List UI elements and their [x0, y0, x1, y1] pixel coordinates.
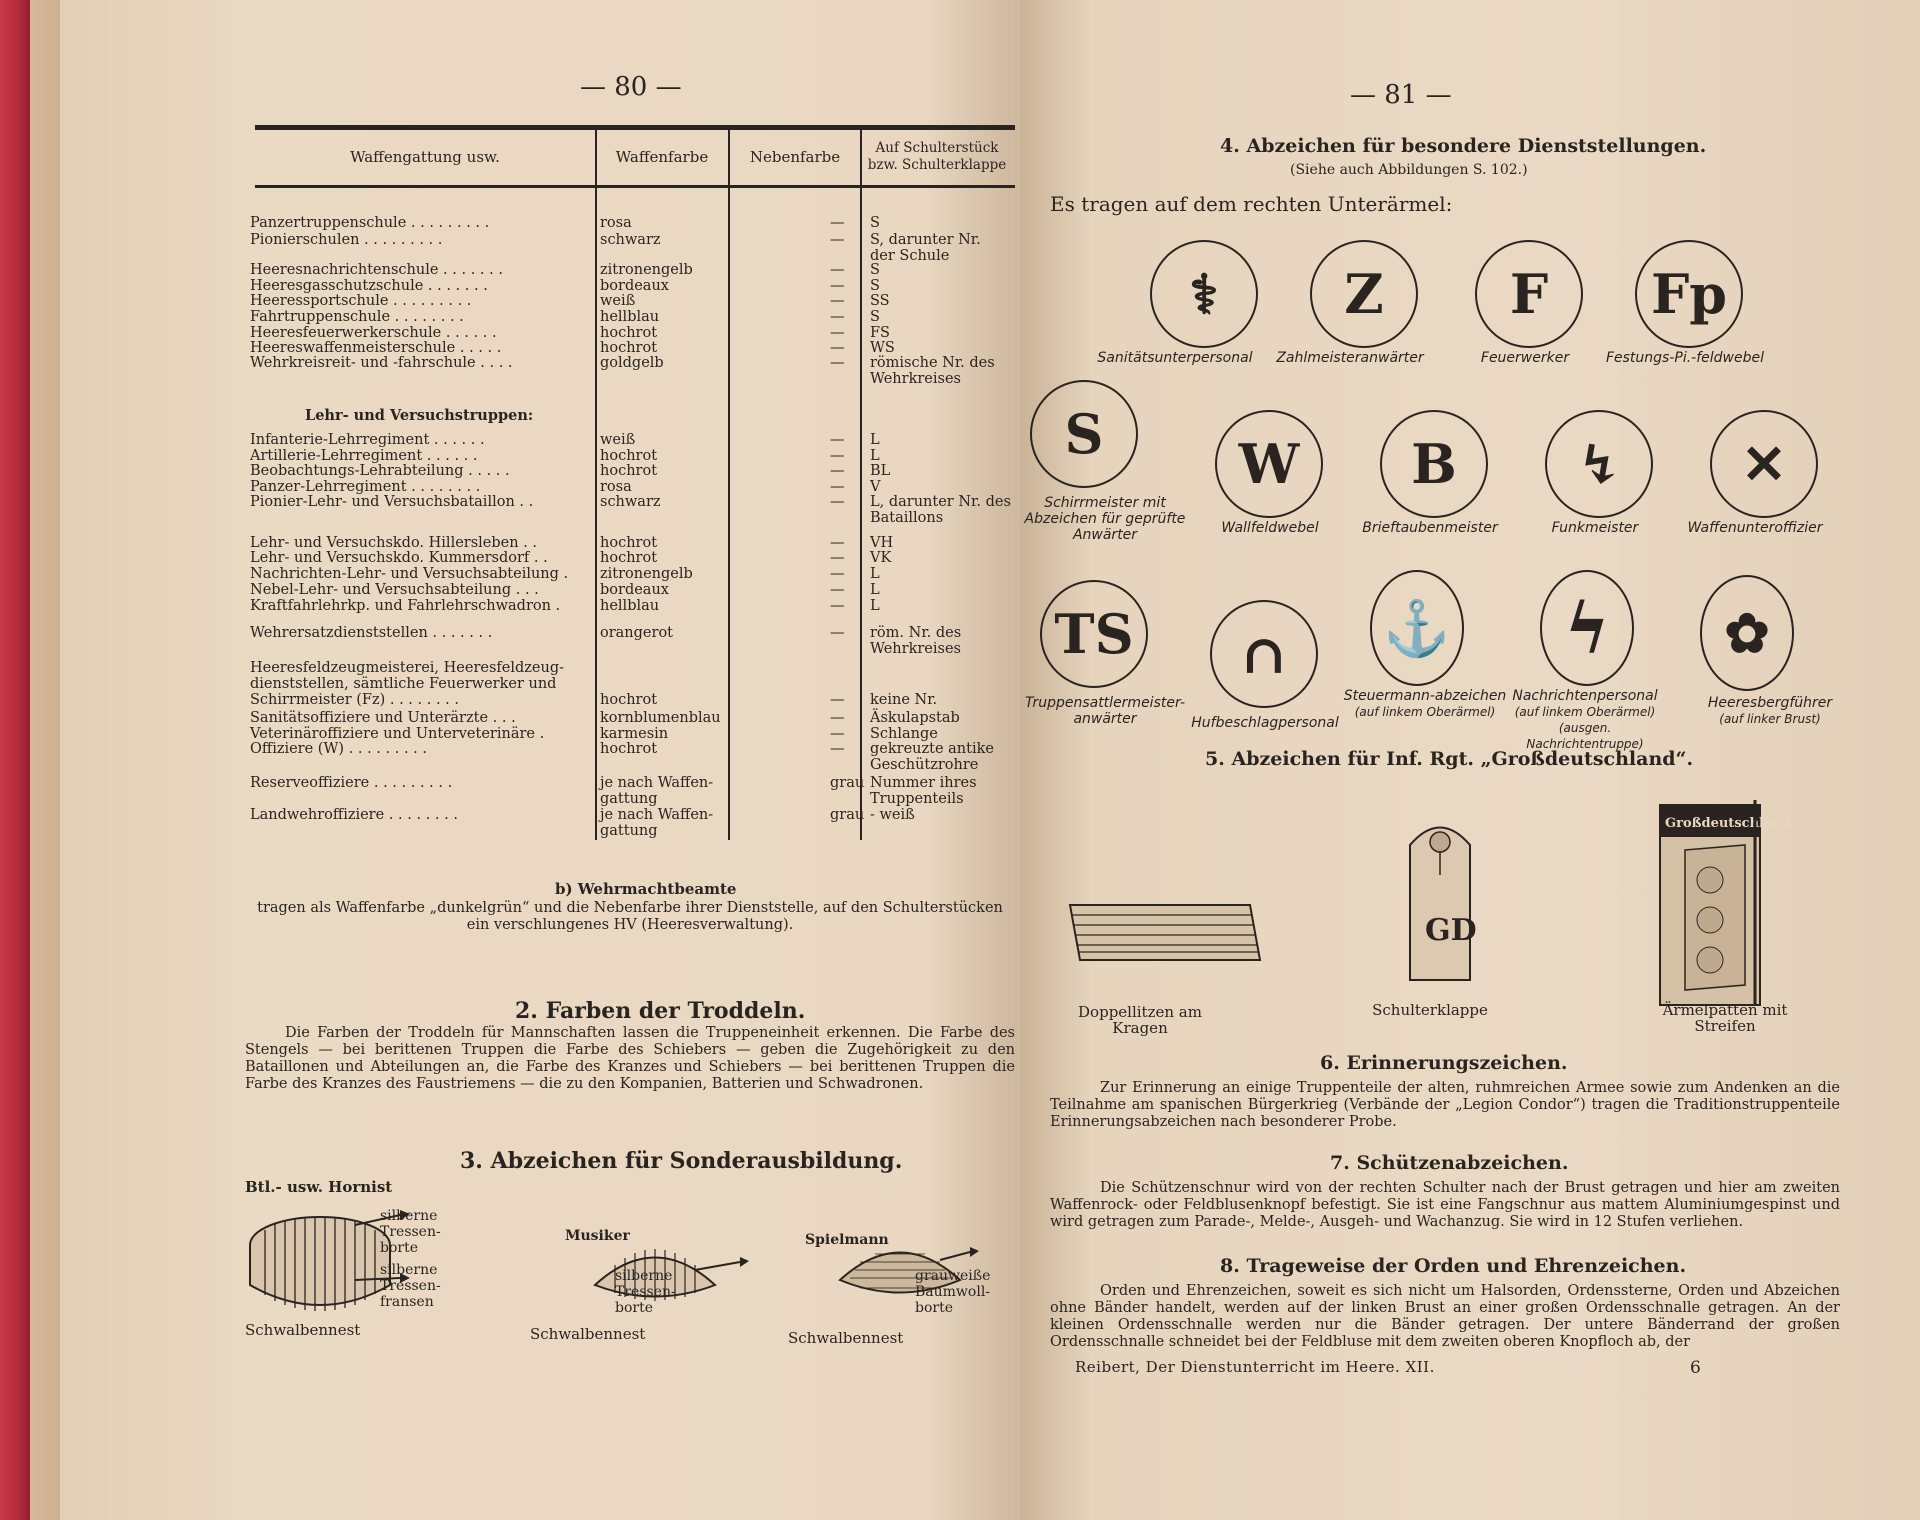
table-cell-marking: S, darunter Nr.	[870, 232, 981, 248]
table-cell-unit: Panzer-Lehrregiment . . . . . . . .	[250, 479, 481, 495]
right-page	[1020, 0, 1920, 1520]
table-cell-unit: Panzertruppenschule . . . . . . . . .	[250, 215, 490, 231]
table-cell-unit: Pionierschulen . . . . . . . . .	[250, 232, 443, 248]
musiker-label: Musiker	[565, 1228, 630, 1244]
table-cell-secondary: —	[830, 309, 845, 325]
table-cell-unit: Artillerie-Lehrregiment . . . . . .	[250, 448, 478, 464]
table-cell-marking: L	[870, 448, 880, 464]
table-cell-secondary: —	[830, 582, 845, 598]
table-cell-color: goldgelb	[600, 355, 664, 371]
table-cell-color: orangerot	[600, 625, 673, 641]
troddeln-text: Die Farben der Troddeln für Mannschaften lassen die Truppeneinheit erkennen. Die Farbe des Stengels — bei berittenen Truppen die Farbe des Schiebers — geben die Zugehörigkeit zu den Bataillonen und Abteilungen an, die Farbe des Kranzes und Schiebers — bei berittenen Truppen die Farbe des Kranzes des Faustriemens — die zu den Kompanien, Batterien und Schwadronen.	[245, 1025, 1015, 1092]
badge-caption-note: (auf linkem Oberärmel) (ausgen. Nachrichtentruppe)	[1514, 705, 1656, 751]
table-cell-secondary: —	[830, 710, 845, 726]
table-cell-color: hellblau	[600, 598, 660, 614]
badge-symbol: W	[1238, 432, 1300, 496]
section-title: 5. Abzeichen für Inf. Rgt. „Großdeutschland“.	[1205, 748, 1694, 770]
badge-symbol: ✿	[1724, 601, 1770, 665]
badge-symbol: TS	[1054, 602, 1134, 666]
badge-symbol: S	[1064, 402, 1104, 466]
badge-caption	[1510, 520, 1680, 536]
table-cell-color: je nach Waffen-	[600, 807, 714, 823]
table-cell-unit: Lehr- und Versuchskdo. Kummersdorf . .	[250, 550, 548, 566]
sec7-text: Die Schützenschnur wird von der rechten Schulter nach der Brust getragen und hier am zweiten Waffenrock- oder Feldblusenknopf befestigt. Sie ist eine Fangschnur aus mattem Aluminiumgespinst und wird getragen zum Parade-, Melde-, Ausgeh- und Wachanzug. Sie wird in 12 Stufen verliehen.	[1050, 1180, 1840, 1230]
badge-symbol: ⚕	[1189, 262, 1219, 326]
badge-caption-text: Feuerwerker	[1480, 350, 1570, 366]
table-cell-secondary: —	[830, 692, 845, 708]
badge-caption	[1020, 695, 1190, 727]
table-cell-unit: Heeresgasschutzschule . . . . . . .	[250, 278, 488, 294]
table-divider	[728, 130, 730, 840]
badge-caption-note: (auf linkem Oberärmel)	[1354, 705, 1496, 719]
badge-caption	[1340, 688, 1510, 720]
table-cell-marking: L	[870, 598, 880, 614]
table-cell-marking: L	[870, 566, 880, 582]
table-cell-marking: Wehrkreises	[870, 371, 961, 387]
table-cell-color: hochrot	[600, 692, 658, 708]
table-cell-color: bordeaux	[600, 582, 669, 598]
page-number: — 81 —	[1350, 80, 1452, 110]
table-cell-marking: V	[870, 479, 881, 495]
section-title: 2. Farben der Troddeln.	[515, 998, 806, 1024]
table-cell-color: hochrot	[600, 340, 658, 356]
table-cell-marking: Wehrkreises	[870, 641, 961, 657]
gd-band-text: Großdeutschland	[1665, 816, 1791, 831]
table-cell-secondary: —	[830, 625, 845, 641]
table-header: Auf Schulterstück bzw. Schulterklappe	[867, 140, 1007, 173]
table-cell-secondary: —	[830, 278, 845, 294]
section-title: 4. Abzeichen für besondere Dienststellungen.	[1220, 135, 1707, 157]
badge-caption	[1500, 688, 1670, 752]
beamte-text: tragen als Waffenfarbe „dunkelgrün“ und die Nebenfarbe ihrer Dienststelle, auf den Schulterstücken ein verschlungenes HV (Heeresverwaltung).	[257, 900, 1003, 933]
badge-caption-text: Festungs-Pi.-feldwebel	[1605, 350, 1765, 366]
table-cell-color: karmesin	[600, 726, 669, 742]
table-cell-secondary: —	[830, 463, 845, 479]
footer-signature: 6	[1690, 1358, 1701, 1378]
table-cell-unit: Wehrersatzdienststellen . . . . . . .	[250, 625, 493, 641]
table-cell-marking: L, darunter Nr. des	[870, 494, 1011, 510]
table-cell-color: zitronengelb	[600, 566, 693, 582]
dienststellung-badge-icon	[1700, 575, 1794, 691]
beamte-title: b) Wehrmachtbeamte	[555, 880, 737, 898]
gd-monogram: GD	[1425, 913, 1477, 948]
table-header: Waffengattung usw.	[350, 148, 500, 166]
table-cell-unit: Heereswaffenmeisterschule . . . . .	[250, 340, 502, 356]
badge-caption	[1670, 520, 1840, 536]
table-cell-marking: S	[870, 278, 880, 294]
badge-symbol: ∩	[1241, 622, 1287, 686]
gd-caption: Schulterklappe	[1372, 1001, 1488, 1019]
table-cell-secondary: —	[830, 355, 845, 371]
badge-caption	[1090, 350, 1260, 366]
badge-caption	[1180, 715, 1350, 731]
badge-caption-text: Sanitätsunterpersonal	[1097, 350, 1253, 366]
section-title: 7. Schützenabzeichen.	[1330, 1152, 1569, 1174]
table-cell-marking: S	[870, 215, 880, 231]
table-cell-unit: Heeresfeuerwerkerschule . . . . . .	[250, 325, 497, 341]
hornist-label: Btl.- usw. Hornist	[245, 1178, 393, 1196]
spielmann-note: grauweiße Baumwoll-borte	[915, 1268, 991, 1316]
table-cell-unit: Lehr- und Versuchstruppen:	[305, 407, 534, 424]
gd-caption: Doppellitzen am Kragen	[1078, 1003, 1202, 1037]
table-cell-unit: Kraftfahrlehrkp. und Fahrlehrschwadron .	[250, 598, 561, 614]
badge-caption-text: Heeresbergführer	[1707, 695, 1833, 711]
table-cell-unit: Infanterie-Lehrregiment . . . . . .	[250, 432, 485, 448]
badge-caption	[1685, 695, 1855, 727]
badge-caption	[1345, 520, 1515, 536]
section-subtitle: (Siehe auch Abbildungen S. 102.)	[1290, 162, 1528, 178]
badge-caption	[1020, 495, 1190, 543]
table-cell-secondary: —	[830, 726, 845, 742]
badge-symbol: Fp	[1650, 262, 1728, 326]
badge-caption	[1265, 350, 1435, 366]
badge-caption-text: Brieftaubenmeister	[1362, 520, 1498, 536]
table-cell-marking: römische Nr. des	[870, 355, 995, 371]
doppellitzen-drawing	[1070, 905, 1260, 960]
badge-symbol: ϟ	[1563, 586, 1611, 670]
table-cell-secondary: —	[830, 232, 845, 248]
dienststellung-badge-icon	[1215, 410, 1323, 518]
table-cell-marking: keine Nr.	[870, 692, 938, 708]
table-cell-secondary: —	[830, 494, 845, 510]
table-cell-unit: Lehr- und Versuchskdo. Hillersleben . .	[250, 535, 538, 551]
table-cell-color: hochrot	[600, 325, 658, 341]
dienststellung-badge-icon	[1370, 570, 1464, 686]
table-cell-unit: Veterinäroffiziere und Unterveterinäre .	[250, 726, 545, 742]
table-cell-secondary: —	[830, 448, 845, 464]
badge-symbol: ⚓	[1383, 595, 1451, 660]
section-title: 8. Trageweise der Orden und Ehrenzeichen.	[1220, 1255, 1687, 1277]
table-cell-color: bordeaux	[600, 278, 669, 294]
badge-caption-text: Funkmeister	[1551, 520, 1639, 536]
badge-caption-note: (auf linker Brust)	[1719, 712, 1821, 726]
left-page	[60, 0, 1020, 1520]
table-cell-marking: L	[870, 582, 880, 598]
table-cell-color: weiß	[600, 293, 636, 309]
table-cell-color: hochrot	[600, 463, 658, 479]
table-cell-secondary: —	[830, 340, 845, 356]
musiker-note: silberne Tressen-borte	[615, 1268, 676, 1316]
table-cell-color: hochrot	[600, 535, 658, 551]
schulterklappe-drawing	[1410, 828, 1477, 981]
table-cell-marking: Nummer ihres	[870, 775, 977, 791]
table-cell-secondary: —	[830, 293, 845, 309]
badge-symbol: Z	[1344, 262, 1384, 326]
table-cell-color: hochrot	[600, 448, 658, 464]
section-title: 3. Abzeichen für Sonderausbildung.	[460, 1148, 903, 1174]
table-header: Waffenfarbe	[615, 148, 709, 166]
badge-caption-text: Schirrmeister mit Abzeichen für geprüfte Anwärter	[1024, 495, 1186, 543]
badge-symbol: ✕	[1741, 432, 1787, 496]
table-cell-secondary: —	[830, 535, 845, 551]
musiker-caption: Schwalbennest	[530, 1325, 646, 1343]
table-cell-secondary: grau	[830, 775, 865, 791]
table-cell-color: schwarz	[600, 232, 661, 248]
table-cell-marking: Truppenteils	[870, 791, 964, 807]
table-cell-unit: Pionier-Lehr- und Versuchsbataillon . .	[250, 494, 534, 510]
table-divider	[860, 130, 862, 840]
dienststellung-badge-icon	[1475, 240, 1583, 348]
table-top-rule	[255, 125, 1015, 130]
table-cell-unit: Wehrkreisreit- und -fahrschule . . . .	[250, 355, 513, 371]
badge-caption	[1185, 520, 1355, 536]
table-cell-marking: SS	[870, 293, 890, 309]
badge-caption-text: Nachrichtenpersonal	[1512, 688, 1658, 704]
table-cell-secondary: —	[830, 598, 845, 614]
table-cell-color: kornblumenblau	[600, 710, 721, 726]
table-cell-marking: VK	[870, 550, 892, 566]
table-cell-color: je nach Waffen-	[600, 775, 714, 791]
table-cell-secondary: —	[830, 479, 845, 495]
table-cell-marking: S	[870, 309, 880, 325]
table-cell-secondary: —	[830, 550, 845, 566]
table-cell-unit: Landwehroffiziere . . . . . . . .	[250, 807, 458, 823]
sec6-text: Zur Erinnerung an einige Truppenteile der alten, ruhmreichen Armee sowie zum Andenken an die Teilnahme am spanischen Bürgerkrieg (Verbände der „Legion Condor“) tragen die Traditionstruppenteile Erinnerungsabzeichen nach besonderer Probe.	[1050, 1080, 1840, 1130]
table-cell-secondary: —	[830, 325, 845, 341]
dienststellung-badge-icon	[1030, 380, 1138, 488]
badge-caption	[1600, 350, 1770, 366]
badge-symbol: F	[1509, 262, 1549, 326]
hornist-caption: Schwalbennest	[245, 1321, 361, 1339]
table-cell-color: schwarz	[600, 494, 661, 510]
table-cell-unit: Fahrtruppenschule . . . . . . . .	[250, 309, 464, 325]
table-cell-color: rosa	[600, 215, 632, 231]
table-cell-color: rosa	[600, 479, 632, 495]
table-cell-secondary: —	[830, 262, 845, 278]
table-cell-secondary: —	[830, 741, 845, 757]
badge-symbol: B	[1411, 432, 1457, 496]
table-cell-unit: Nebel-Lehr- und Versuchsabteilung . . .	[250, 582, 539, 598]
section-intro: Es tragen auf dem rechten Unterärmel:	[1050, 192, 1453, 216]
badge-caption-text: Truppensattlermeister-anwärter	[1024, 695, 1186, 727]
table-cell-marking: BL	[870, 463, 891, 479]
table-cell-marking: FS	[870, 325, 890, 341]
table-cell-marking: röm. Nr. des	[870, 625, 962, 641]
table-cell-marking: WS	[870, 340, 895, 356]
table-cell-color: zitronengelb	[600, 262, 693, 278]
hornist-note: silberne Tressen-borte	[380, 1208, 441, 1256]
badge-caption-text: Steuermann-abzeichen	[1343, 688, 1507, 704]
table-cell-marking: Schlange	[870, 726, 938, 742]
dienststellung-badge-icon	[1710, 410, 1818, 518]
dienststellung-badge-icon	[1545, 410, 1653, 518]
table-cell-unit: Sanitätsoffiziere und Unterärzte . . .	[250, 710, 516, 726]
badge-caption-text: Zahlmeisteranwärter	[1276, 350, 1424, 366]
table-cell-unit: Beobachtungs-Lehrabteilung . . . . .	[250, 463, 510, 479]
table-divider	[595, 130, 597, 840]
table-cell-marking: Geschützrohre	[870, 757, 979, 773]
table-cell-marking: - weiß	[870, 807, 915, 823]
dienststellung-badge-icon	[1150, 240, 1258, 348]
dienststellung-badge-icon	[1540, 570, 1634, 686]
badge-caption-text: Wallfeldwebel	[1221, 520, 1319, 536]
table-cell-marking: S	[870, 262, 880, 278]
section-title: 6. Erinnerungszeichen.	[1320, 1052, 1568, 1074]
dienststellung-badge-icon	[1635, 240, 1743, 348]
table-cell-unit: Nachrichten-Lehr- und Versuchsabteilung .	[250, 566, 569, 582]
book-edge-red	[0, 0, 30, 1520]
book-page-edges	[30, 0, 60, 1520]
sec8-text: Orden und Ehrenzeichen, soweit es sich nicht um Halsorden, Ordenssterne, Orden und Abzeichen ohne Bänder handelt, werden auf der linken Brust an einer großen Ordensschnalle getragen. An der kleinen Ordensschnalle werden nur die Bänder getragen. Der untere Bänderrand der großen Ordensschnalle schneidet bei der Feldbluse mit dem zweiten oberen Knopfloch ab, der	[1050, 1283, 1840, 1350]
table-header: Nebenfarbe	[749, 148, 841, 166]
table-cell-marking: gekreuzte antike	[870, 741, 994, 757]
spielmann-label: Spielmann	[805, 1232, 889, 1248]
table-cell-unit: Offiziere (W) . . . . . . . . .	[250, 741, 427, 757]
table-cell-secondary: —	[830, 432, 845, 448]
dienststellung-badge-icon	[1310, 240, 1418, 348]
table-cell-marking: L	[870, 432, 880, 448]
badge-caption-text: Hufbeschlagpersonal	[1191, 715, 1339, 731]
table-cell-unit: Heeressportschule . . . . . . . . .	[250, 293, 472, 309]
table-cell-secondary: —	[830, 566, 845, 582]
badge-caption-text: Waffenunteroffizier	[1687, 520, 1823, 536]
table-cell-unit: Reserveoffiziere . . . . . . . . .	[250, 775, 453, 791]
footer-title: Reibert, Der Dienstunterricht im Heere. XII.	[1075, 1358, 1435, 1376]
table-cell-marking: Äskulapstab	[870, 710, 960, 726]
table-cell-color: hochrot	[600, 741, 658, 757]
table-cell-secondary: —	[830, 215, 845, 231]
gd-caption: Ärmelpatten mit Streifen	[1662, 1001, 1788, 1035]
table-cell-marking: der Schule	[870, 248, 950, 264]
table-cell-unit: Schirrmeister (Fz) . . . . . . . .	[250, 692, 460, 708]
dienststellung-badge-icon	[1210, 600, 1318, 708]
dienststellung-badge-icon	[1380, 410, 1488, 518]
table-cell-color: gattung	[600, 823, 658, 839]
table-cell-color: hellblau	[600, 309, 660, 325]
badge-symbol: ↯	[1576, 432, 1622, 496]
page-number: — 80 —	[580, 72, 682, 102]
badge-caption	[1440, 350, 1610, 366]
gd-illustrations	[1050, 800, 1650, 1000]
table-cell-unit: Heeresnachrichtenschule . . . . . . .	[250, 262, 503, 278]
table-cell-unit: dienststellen, sämtliche Feuerwerker und	[250, 676, 557, 692]
table-cell-color: hochrot	[600, 550, 658, 566]
spielmann-caption: Schwalbennest	[788, 1329, 904, 1347]
table-cell-marking: Bataillons	[870, 510, 944, 526]
table-cell-color: weiß	[600, 432, 636, 448]
aermelpatten-drawing	[1640, 795, 1840, 1015]
table-header-rule	[255, 185, 1015, 188]
table-cell-marking: VH	[870, 535, 894, 551]
table-cell-secondary: grau	[830, 807, 865, 823]
dienststellung-badge-icon	[1040, 580, 1148, 688]
table-cell-unit: Heeresfeldzeugmeisterei, Heeresfeldzeug-	[250, 660, 565, 676]
table-cell-color: gattung	[600, 791, 658, 807]
hornist-note: silberne Tressen-fransen	[380, 1262, 441, 1310]
